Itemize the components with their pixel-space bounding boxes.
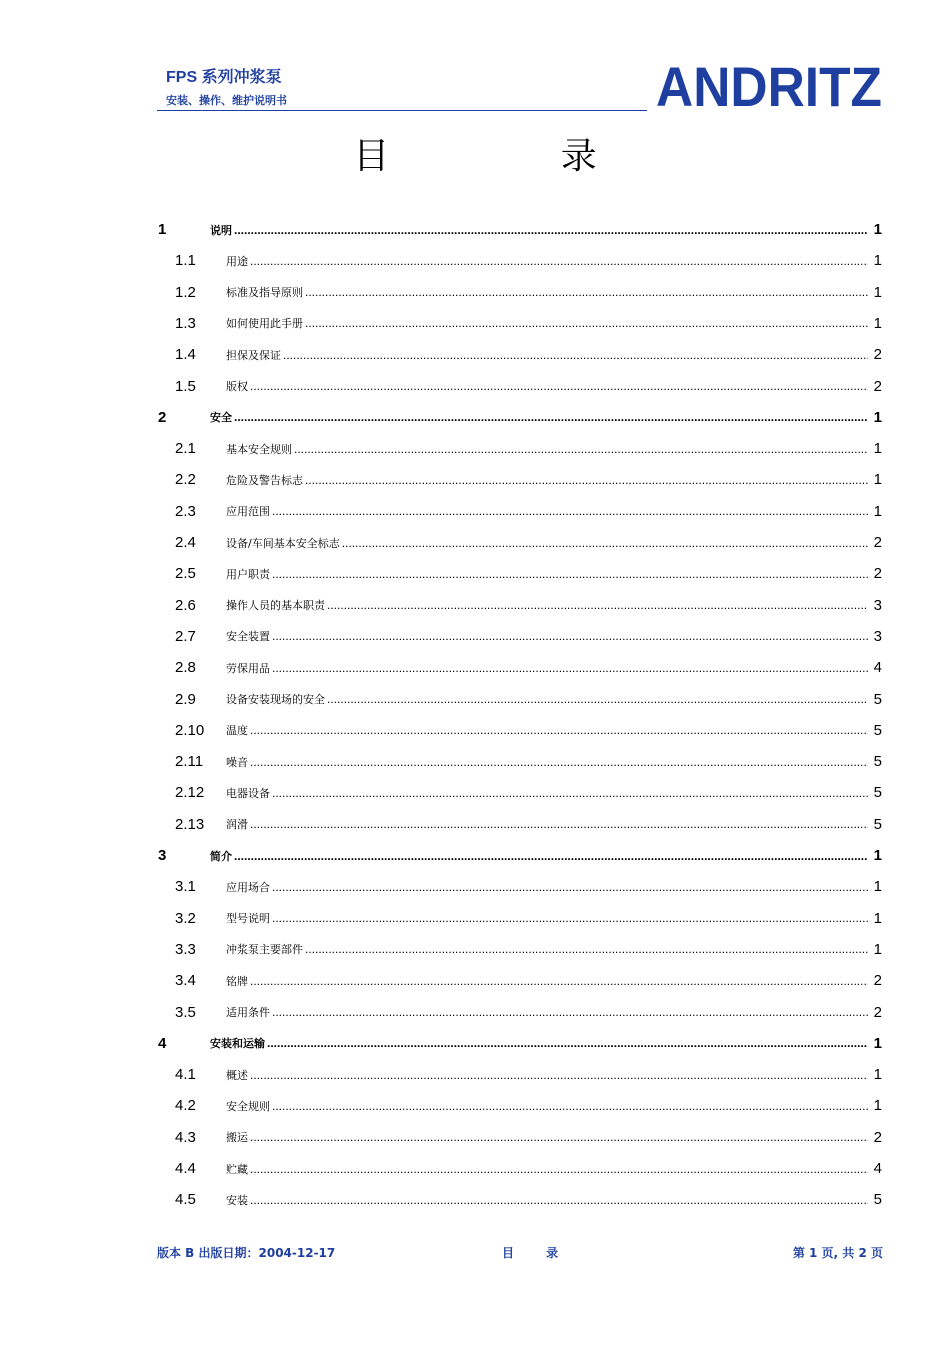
toc-entry-leader-group bbox=[226, 722, 870, 738]
toc-entry-leader-group bbox=[226, 378, 870, 394]
toc-entry-leader-group bbox=[226, 910, 870, 926]
toc-entry-number: 2.8 bbox=[175, 659, 196, 677]
toc-entry-label: 设备安装现场的安全 bbox=[226, 693, 325, 706]
toc-dot-leader bbox=[272, 662, 868, 674]
header-rule bbox=[157, 110, 647, 111]
toc-entry-page: 1 bbox=[873, 252, 882, 270]
toc-entry[interactable] bbox=[0, 527, 950, 558]
toc-entry-leader-group bbox=[226, 347, 870, 363]
toc-entry-leader-group bbox=[226, 1192, 870, 1208]
toc-entry-number: 2.10 bbox=[175, 721, 205, 739]
toc-entry-number: 2.11 bbox=[175, 753, 204, 771]
toc-dot-leader bbox=[305, 943, 868, 955]
toc-entry-page: 1 bbox=[873, 502, 882, 520]
toc-entry-label: 贮藏 bbox=[226, 1162, 248, 1176]
toc-entry[interactable] bbox=[0, 746, 950, 777]
toc-entry-page: 5 bbox=[873, 753, 882, 771]
toc-dot-leader bbox=[272, 912, 868, 924]
toc-entry[interactable] bbox=[0, 1184, 950, 1215]
toc-entry[interactable] bbox=[0, 777, 950, 808]
toc-entry-leader-group bbox=[226, 441, 870, 457]
toc-entry-leader-group bbox=[210, 848, 870, 864]
toc-entry[interactable] bbox=[0, 245, 950, 276]
toc-entry-number: 4.1 bbox=[175, 1066, 196, 1084]
toc-entry-number: 2 bbox=[158, 408, 167, 426]
toc-entry-number: 2.13 bbox=[175, 815, 205, 833]
toc-entry-label: 安全 bbox=[210, 411, 232, 425]
toc-entry[interactable] bbox=[0, 1153, 950, 1184]
toc-entry[interactable] bbox=[0, 308, 950, 339]
toc-entry-page: 1 bbox=[873, 909, 882, 927]
toc-entry-leader-group bbox=[226, 816, 870, 832]
toc-entry-leader-group bbox=[226, 785, 870, 801]
toc-entry[interactable] bbox=[0, 934, 950, 965]
toc-entry-leader-group bbox=[226, 535, 870, 551]
toc-entry-page: 1 bbox=[873, 1097, 882, 1115]
toc-entry-label: 操作人员的基本职责 bbox=[226, 599, 325, 613]
toc-entry-number: 4.5 bbox=[175, 1191, 196, 1209]
toc-entry-number: 1.2 bbox=[175, 283, 196, 301]
document-subtitle: 安装、操作、维护说明书 bbox=[166, 94, 287, 107]
toc-entry-number: 3.4 bbox=[175, 972, 196, 990]
toc-entry-leader-group bbox=[226, 660, 870, 676]
toc-entry-label: 版权 bbox=[226, 380, 248, 393]
toc-entry[interactable] bbox=[0, 1090, 950, 1121]
toc-entry-page: 2 bbox=[873, 346, 882, 364]
toc-entry[interactable] bbox=[0, 1122, 950, 1153]
toc-entry-page: 1 bbox=[873, 314, 882, 332]
toc-entry-leader-group bbox=[226, 1129, 870, 1145]
toc-dot-leader bbox=[327, 599, 868, 611]
toc-entry-page: 3 bbox=[873, 627, 882, 645]
toc-entry-number: 1.4 bbox=[175, 346, 196, 364]
toc-entry-label: 简介 bbox=[210, 849, 232, 863]
toc-entry-number: 2.7 bbox=[175, 627, 196, 645]
toc-entry-label: 劳保用品 bbox=[226, 661, 270, 675]
toc-entry-number: 2.4 bbox=[175, 534, 196, 551]
toc-entry-leader-group bbox=[226, 472, 870, 488]
toc-entry-page: 1 bbox=[873, 471, 882, 489]
toc-dot-leader bbox=[250, 724, 868, 736]
toc-entry-leader-group bbox=[226, 1004, 870, 1020]
toc-dot-leader bbox=[342, 537, 868, 549]
footer-edition-date: 版本 B 出版日期：2004-12-17 bbox=[157, 1246, 336, 1260]
toc-entry-number: 3.2 bbox=[175, 909, 196, 927]
toc-entry-number: 3.3 bbox=[175, 940, 196, 958]
toc-entry-label: 温度 bbox=[226, 724, 248, 738]
toc-entry-label: 润滑 bbox=[226, 818, 248, 832]
toc-dot-leader bbox=[234, 850, 868, 862]
toc-entry-page: 4 bbox=[873, 659, 882, 677]
toc-entry[interactable] bbox=[0, 840, 950, 871]
toc-entry[interactable] bbox=[0, 684, 950, 715]
document-series-title: FPS 系列冲浆泵 bbox=[166, 69, 282, 86]
toc-entry-page: 1 bbox=[873, 940, 882, 958]
toc-entry-label: 型号说明 bbox=[226, 912, 270, 926]
toc-entry-number: 1.3 bbox=[175, 314, 196, 332]
toc-dot-leader bbox=[272, 881, 868, 893]
toc-entry-leader-group bbox=[210, 1035, 870, 1051]
toc-entry-page: 1 bbox=[873, 283, 882, 301]
toc-entry[interactable] bbox=[0, 997, 950, 1028]
toc-entry[interactable] bbox=[0, 339, 950, 370]
toc-dot-leader bbox=[272, 568, 868, 580]
toc-entry-page: 1 bbox=[873, 221, 882, 238]
toc-entry[interactable] bbox=[0, 277, 950, 308]
toc-entry-label: 适用条件 bbox=[226, 1006, 270, 1019]
page-footer bbox=[0, 1240, 950, 1264]
toc-entry-number: 4.3 bbox=[175, 1128, 196, 1146]
toc-entry-page: 1 bbox=[873, 1066, 882, 1084]
toc-entry-number: 2.2 bbox=[175, 471, 196, 489]
toc-entry-page: 4 bbox=[873, 1160, 882, 1177]
toc-entry-page: 2 bbox=[873, 565, 882, 583]
toc-entry-number: 2.3 bbox=[175, 502, 196, 520]
toc-entry-number: 4.2 bbox=[175, 1097, 196, 1115]
toc-dot-leader bbox=[272, 1100, 868, 1112]
toc-entry-label: 应用范围 bbox=[226, 505, 270, 519]
toc-entry-number: 4 bbox=[158, 1034, 167, 1052]
toc-entry-label: 设备/车间基本安全标志 bbox=[226, 536, 340, 550]
toc-dot-leader bbox=[272, 505, 868, 517]
toc-entry[interactable] bbox=[0, 1059, 950, 1090]
toc-entry-leader-group bbox=[226, 315, 870, 331]
toc-entry[interactable] bbox=[0, 1028, 950, 1059]
page-header bbox=[0, 0, 950, 112]
toc-entry-label: 担保及保证 bbox=[226, 348, 281, 362]
toc-entry-label: 标准及指导原则 bbox=[226, 286, 303, 300]
toc-entry-label: 如何使用此手册 bbox=[226, 317, 303, 331]
toc-entry-page: 2 bbox=[873, 1128, 882, 1146]
toc-entry-label: 说明 bbox=[210, 223, 232, 237]
toc-dot-leader bbox=[272, 787, 868, 799]
toc-entry-leader-group bbox=[226, 284, 870, 300]
toc-entry-number: 1.1 bbox=[175, 252, 196, 270]
toc-entry-page: 5 bbox=[873, 721, 882, 739]
toc-entry-label: 安装和运输 bbox=[210, 1037, 265, 1051]
toc-entry[interactable] bbox=[0, 652, 950, 683]
toc-entry-number: 3.1 bbox=[175, 878, 196, 896]
footer-section-name: 目 录 bbox=[502, 1246, 559, 1260]
toc-entry-label: 搬运 bbox=[226, 1131, 248, 1145]
toc-dot-leader bbox=[250, 756, 868, 768]
toc-entry-leader-group bbox=[226, 503, 870, 519]
toc-entry-page: 1 bbox=[873, 847, 882, 864]
toc-entry-leader-group bbox=[226, 941, 870, 957]
toc-entry-label: 应用场合 bbox=[226, 880, 270, 894]
toc-dot-leader bbox=[250, 818, 868, 830]
toc-entry[interactable] bbox=[0, 214, 950, 245]
toc-entry-leader-group bbox=[226, 754, 870, 770]
toc-dot-leader bbox=[250, 975, 868, 987]
toc-entry-label: 冲浆泵主要部件 bbox=[226, 943, 303, 957]
toc-dot-leader bbox=[305, 317, 868, 329]
toc-entry-page: 3 bbox=[873, 596, 882, 614]
toc-heading: 目 录 bbox=[353, 136, 677, 177]
toc-dot-leader bbox=[272, 630, 868, 642]
toc-dot-leader bbox=[250, 1194, 868, 1206]
toc-entry-number: 4.4 bbox=[175, 1160, 196, 1177]
toc-entry-page: 5 bbox=[873, 1191, 882, 1209]
toc-entry-leader-group bbox=[226, 879, 870, 895]
toc-entry-page: 5 bbox=[873, 784, 882, 802]
toc-entry-leader-group bbox=[226, 628, 870, 644]
toc-dot-leader bbox=[234, 224, 868, 236]
andritz-logo bbox=[655, 62, 883, 110]
toc-entry-number: 2.5 bbox=[175, 565, 196, 583]
toc-entry-number: 1.5 bbox=[175, 377, 196, 395]
toc-entry-leader-group bbox=[226, 253, 870, 269]
toc-entry-number: 3.5 bbox=[175, 1003, 196, 1021]
toc-dot-leader bbox=[305, 286, 868, 298]
toc-dot-leader bbox=[272, 1006, 868, 1018]
toc-entry-label: 安全规则 bbox=[226, 1099, 270, 1113]
toc-entry[interactable] bbox=[0, 590, 950, 621]
toc-dot-leader bbox=[250, 1131, 868, 1143]
toc-entry-leader-group bbox=[226, 1067, 870, 1083]
toc-entry-number: 3 bbox=[158, 847, 167, 864]
toc-dot-leader bbox=[283, 349, 868, 361]
toc-entry-number: 1 bbox=[158, 221, 167, 238]
toc-entry-leader-group bbox=[226, 1161, 870, 1177]
toc-entry-label: 用途 bbox=[226, 254, 248, 268]
toc-entry-page: 1 bbox=[873, 1034, 882, 1052]
toc-entry-label: 噪音 bbox=[226, 755, 248, 769]
toc-entry-label: 铭牌 bbox=[226, 974, 248, 988]
toc-entry-label: 用户职责 bbox=[226, 567, 270, 581]
toc-dot-leader bbox=[267, 1037, 868, 1049]
toc-dot-leader bbox=[250, 1163, 868, 1175]
toc-entry-page: 2 bbox=[873, 972, 882, 990]
toc-entry[interactable] bbox=[0, 371, 950, 402]
toc-entry-leader-group bbox=[226, 1098, 870, 1114]
toc-entry-leader-group bbox=[226, 691, 870, 707]
toc-dot-leader bbox=[294, 443, 868, 455]
toc-entry[interactable] bbox=[0, 871, 950, 902]
toc-dot-leader bbox=[234, 411, 868, 423]
toc-entry-leader-group bbox=[210, 409, 870, 425]
toc-entry-page: 1 bbox=[873, 408, 882, 426]
toc-entry-leader-group bbox=[210, 222, 870, 238]
toc-entry-leader-group bbox=[226, 973, 870, 989]
toc-dot-leader bbox=[250, 255, 868, 267]
toc-entry-number: 2.9 bbox=[175, 690, 196, 708]
toc-entry[interactable] bbox=[0, 464, 950, 495]
toc-entry-label: 危险及警告标志 bbox=[226, 473, 303, 487]
toc-entry-page: 2 bbox=[873, 534, 882, 551]
toc-entry-leader-group bbox=[226, 566, 870, 582]
toc-entry[interactable] bbox=[0, 402, 950, 433]
toc-dot-leader bbox=[250, 1069, 868, 1081]
toc-dot-leader bbox=[250, 380, 868, 392]
toc-entry-label: 安全装置 bbox=[226, 630, 270, 644]
toc-entry-page: 5 bbox=[873, 815, 882, 833]
logo-text: ANDRITZ bbox=[656, 62, 882, 110]
toc-entry-page: 2 bbox=[873, 1003, 882, 1021]
toc-entry[interactable] bbox=[0, 621, 950, 652]
toc-entry-page: 5 bbox=[873, 690, 882, 708]
toc-entry-number: 2.1 bbox=[175, 440, 196, 458]
toc-entry-label: 电器设备 bbox=[226, 786, 270, 800]
toc-dot-leader bbox=[305, 474, 868, 486]
toc-entry[interactable] bbox=[0, 558, 950, 589]
toc-entry[interactable] bbox=[0, 903, 950, 934]
toc-entry-number: 2.6 bbox=[175, 596, 196, 614]
toc-entry[interactable] bbox=[0, 809, 950, 840]
toc-entry-page: 1 bbox=[873, 440, 882, 458]
toc-entry-page: 1 bbox=[873, 878, 882, 896]
footer-page-number: 第 1 页, 共 2 页 bbox=[792, 1246, 883, 1260]
toc-entry-number: 2.12 bbox=[175, 784, 205, 802]
toc-entry-page: 2 bbox=[873, 377, 882, 395]
toc-entry[interactable] bbox=[0, 965, 950, 996]
toc-dot-leader bbox=[327, 693, 868, 705]
toc-entry[interactable] bbox=[0, 715, 950, 746]
toc-entry[interactable] bbox=[0, 433, 950, 464]
toc-entry-label: 安装 bbox=[226, 1193, 248, 1207]
toc-entry-label: 基本安全规则 bbox=[226, 442, 292, 456]
toc-entry-leader-group bbox=[226, 597, 870, 613]
toc-entry[interactable] bbox=[0, 496, 950, 527]
toc-entry-label: 概述 bbox=[226, 1068, 248, 1082]
